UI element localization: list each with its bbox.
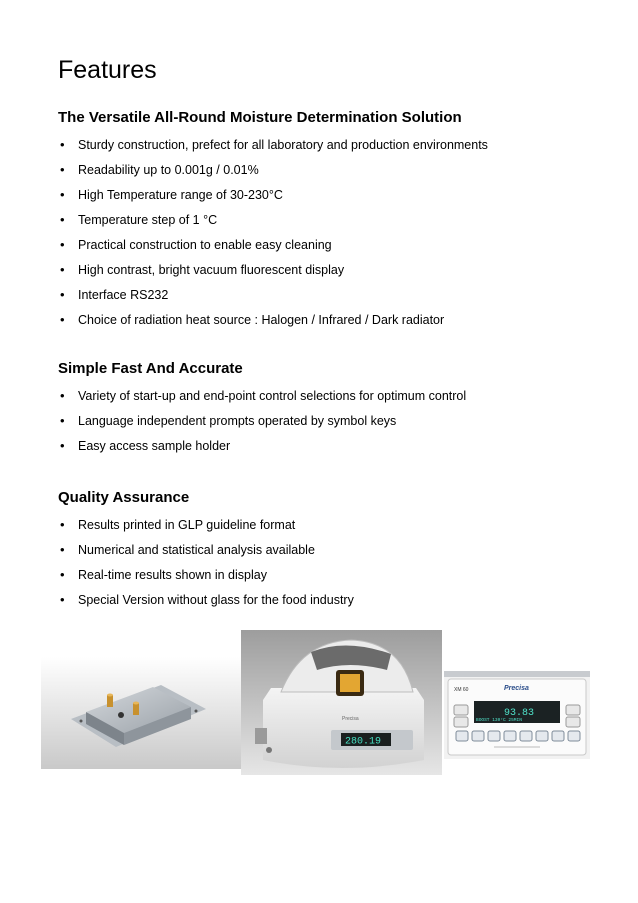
list-item [58, 286, 488, 311]
list-item [58, 236, 488, 261]
list-item [58, 161, 488, 186]
panel-brand: Precisa [504, 685, 529, 692]
panel-model: XM 60 [454, 687, 469, 693]
section-heading-quality: Quality Assurance [58, 489, 190, 506]
feature-list-quality [58, 516, 354, 616]
sample-holder-photo [41, 657, 241, 769]
list-item-text: Special Version without glass for the food industry [78, 593, 354, 607]
list-item [58, 541, 354, 566]
list-item-text: Results printed in GLP guideline format [78, 518, 296, 532]
list-item-text: Numerical and statistical analysis available [78, 543, 315, 557]
bullet-icon: • [60, 413, 65, 428]
list-item [58, 186, 488, 211]
list-item [58, 211, 488, 236]
list-item-text: Interface RS232 [78, 288, 169, 302]
bullet-icon: • [60, 187, 65, 202]
list-item-text: Readability up to 0.001g / 0.01% [78, 163, 259, 177]
bullet-icon: • [60, 567, 65, 582]
list-item [58, 261, 488, 286]
list-item-text: High Temperature range of 30-230°C [78, 188, 283, 202]
list-item-text: Choice of radiation heat source : Halogen / Infrared / Dark radiator [78, 313, 445, 327]
panel-status: BOOST 130°C 25MIN [476, 718, 522, 723]
list-item-text: Easy access sample holder [78, 439, 231, 453]
bullet-icon: • [60, 162, 65, 177]
list-item [58, 412, 466, 437]
bullet-icon: • [60, 137, 65, 152]
bullet-icon: • [60, 542, 65, 557]
bullet-icon: • [60, 287, 65, 302]
list-item-text: Real-time results shown in display [78, 568, 267, 582]
analyzer-display: 280.19 [345, 736, 382, 748]
list-item [58, 311, 488, 336]
list-item-text: Practical construction to enable easy cleaning [78, 238, 332, 252]
page-title: Features [58, 56, 157, 84]
bullet-icon: • [60, 237, 65, 252]
panel-display: 93.83 [504, 708, 535, 719]
bullet-icon: • [60, 438, 65, 453]
list-item [58, 516, 354, 541]
feature-list-simple [58, 387, 466, 462]
list-item-text: Sturdy construction, prefect for all laboratory and production environments [78, 138, 488, 152]
bullet-icon: • [60, 212, 65, 227]
feature-list-versatile [58, 136, 488, 336]
bullet-icon: • [60, 388, 65, 403]
moisture-analyzer-photo [241, 630, 442, 775]
list-item-text: Language independent prompts operated by symbol keys [78, 414, 397, 428]
analyzer-brand: Precisa [342, 716, 359, 722]
list-item-text: High contrast, bright vacuum fluorescent display [78, 263, 345, 277]
list-item [58, 437, 466, 462]
list-item [58, 591, 354, 616]
list-item [58, 566, 354, 591]
section-heading-simple: Simple Fast And Accurate [58, 360, 243, 377]
bullet-icon: • [60, 312, 65, 327]
bullet-icon: • [60, 517, 65, 532]
bullet-icon: • [60, 262, 65, 277]
control-panel-photo [444, 671, 590, 759]
list-item-text: Variety of start-up and end-point control selections for optimum control [78, 389, 467, 403]
bullet-icon: • [60, 592, 65, 607]
list-item-text: Temperature step of 1 °C [78, 213, 218, 227]
list-item [58, 136, 488, 161]
section-heading-versatile: The Versatile All-Round Moisture Determination Solution [58, 109, 462, 126]
list-item [58, 387, 466, 412]
